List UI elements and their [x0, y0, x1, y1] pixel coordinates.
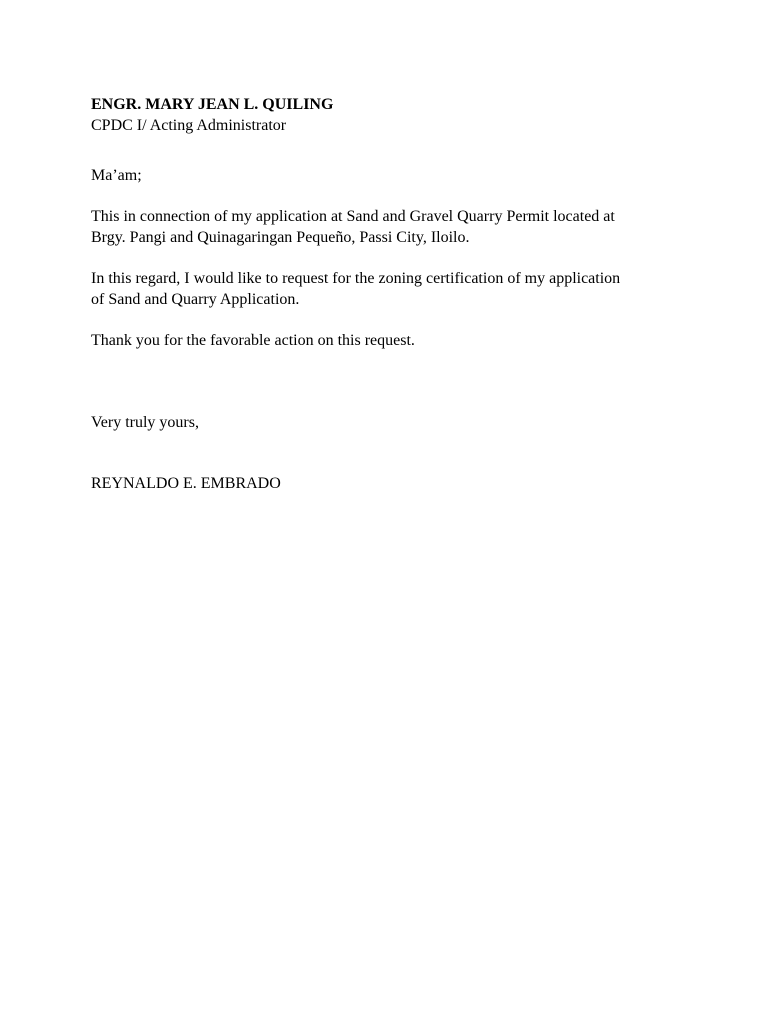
recipient-title: CPDC I/ Acting Administrator [91, 117, 287, 134]
paragraph-line: In this regard, I would like to request for the zoning certification of my application [91, 270, 621, 287]
paragraph-line: of Sand and Quarry Application. [91, 291, 300, 308]
paragraph-request [91, 268, 691, 310]
letter-body [91, 94, 691, 494]
paragraph-thanks [91, 330, 691, 351]
closing: Very truly yours, [91, 414, 199, 431]
salutation: Ma’am; [91, 167, 142, 184]
paragraph-line: This in connection of my application at Sand and Gravel Quarry Permit located at [91, 208, 615, 225]
paragraph-connection [91, 206, 691, 248]
recipient-name: ENGR. MARY JEAN L. QUILING [91, 96, 334, 113]
signatory-name: REYNALDO E. EMBRADO [91, 475, 281, 492]
paragraph-line: Brgy. Pangi and Quinagaringan Pequeño, Passi City, Iloilo. [91, 229, 470, 246]
paragraph-line: Thank you for the favorable action on this request. [91, 332, 415, 349]
